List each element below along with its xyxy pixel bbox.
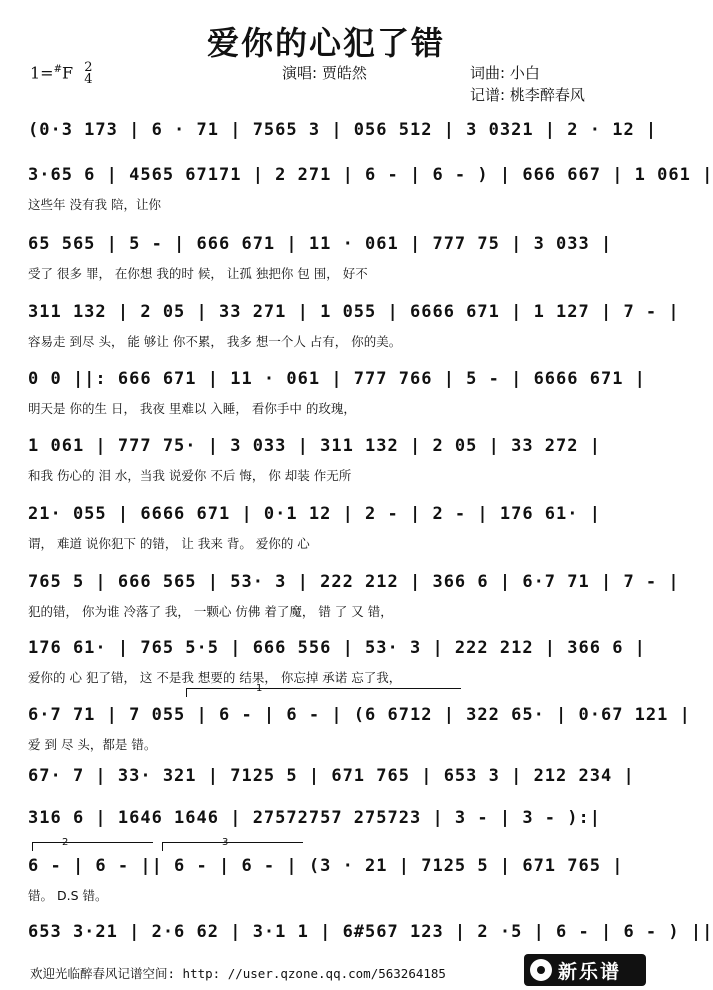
lyric-line: 爱 到 尽 头，都是 错。: [28, 737, 157, 752]
notation-line: 176 61· | 765 5·5 | 666 556 | 53· 3 | 222 212 | 366 6 |: [28, 638, 646, 658]
volta-label: 2: [62, 837, 69, 848]
lyric-line: 容易走 到尽 头， 能 够让 你不累， 我多 想一个人 占有， 你的美。: [28, 334, 402, 349]
notation-line: 65 565 | 5 - | 666 671 | 11 · 061 | 777 75 | 3 033 |: [28, 234, 613, 254]
notation-line: 653 3·21 | 2·6 62 | 3·1 1 | 6#567 123 | 2 ·5 | 6 - | 6 - ) ||: [28, 922, 713, 942]
notation-line: 316 6 | 1646 1646 | 27572757 275723 | 3 - | 3 - ):|: [28, 808, 601, 828]
singer-credit: 演唱: 贾皓然: [282, 64, 367, 82]
notation-line: 1 061 | 777 75· | 3 033 | 311 132 | 2 05 | 33 272 |: [28, 436, 601, 456]
volta-bracket: [186, 688, 461, 697]
page-title: 爱你的心犯了错: [206, 24, 445, 62]
lyric-line: 谓， 难道 说你犯下 的错， 让 我来 背。 爱你的 心: [28, 536, 310, 551]
volta-label: 1: [256, 683, 263, 694]
key-note: F: [61, 63, 74, 83]
notation-line: (0·3 173 | 6 · 71 | 7565 3 | 056 512 | 3 0321 | 2 · 12 |: [28, 120, 658, 140]
notation-line: 21· 055 | 6666 671 | 0·1 12 | 2 - | 2 - | 176 61· |: [28, 504, 601, 524]
time-signature-top: 2: [84, 60, 93, 75]
composer-credit: 词曲: 小白: [470, 64, 540, 82]
lyric-line: 受了 很多 罪， 在你想 我的时 候， 让孤 独把你 包 围， 好不: [28, 266, 368, 281]
lyric-line: 明天是 你的生 日， 我夜 里难以 入睡， 看你手中 的玫瑰，: [28, 401, 356, 416]
lyric-line: 爱你的 心 犯了错， 这 不是我 想要的 结果， 你忘掉 承诺 忘了我，: [28, 670, 402, 685]
time-signature-bottom: 4: [84, 72, 93, 87]
lyric-line: 和我 伤心的 泪 水，当我 说爱你 不后 悔， 你 却装 作无所: [28, 468, 352, 483]
transcriber-credit: 记谱: 桃李醉春风: [470, 86, 585, 104]
volta-bracket: [162, 842, 303, 851]
lyric-line: 犯的错， 你为谁 冷落了 我， 一颗心 仿佛 着了魔， 错 了 又 错，: [28, 604, 393, 619]
notation-line: 67· 7 | 33· 321 | 7125 5 | 671 765 | 653 3 | 212 234 |: [28, 766, 635, 786]
notation-line: 311 132 | 2 05 | 33 271 | 1 055 | 6666 671 | 1 127 | 7 - |: [28, 302, 680, 322]
lyric-line: 错。 D.S 错。: [28, 888, 108, 903]
notation-line: 6·7 71 | 7 055 | 6 - | 6 - | (6 6712 | 322 65· | 0·67 121 |: [28, 705, 691, 725]
site-logo[interactable]: [524, 954, 646, 986]
record-disc-icon: [530, 959, 552, 981]
volta-label: 3: [222, 837, 229, 848]
notation-line: 6 - | 6 - || 6 - | 6 - | (3 · 21 | 7125 5 | 671 765 |: [28, 856, 624, 876]
key-signature: [30, 62, 92, 86]
key-label: 1=: [30, 63, 54, 83]
time-signature: [84, 62, 92, 86]
volta-bracket: [32, 842, 153, 851]
key-sharp: #: [53, 64, 62, 76]
notation-line: 765 5 | 666 565 | 53· 3 | 222 212 | 366 6 | 6·7 71 | 7 - |: [28, 572, 680, 592]
notation-line: 0 0 ||: 666 671 | 11 · 061 | 777 766 | 5 - | 6666 671 |: [28, 369, 646, 389]
notation-line: 3·65 6 | 4565 67171 | 2 271 | 6 - | 6 - ) | 666 667 | 1 061 |: [28, 165, 713, 185]
logo-text: 新乐谱: [558, 960, 622, 983]
footer-text: 欢迎光临醉春风记谱空间: http: //user.qzone.qq.com/563264185: [30, 966, 446, 981]
lyric-line: 这些年 没有我 陪，让你: [28, 197, 161, 212]
